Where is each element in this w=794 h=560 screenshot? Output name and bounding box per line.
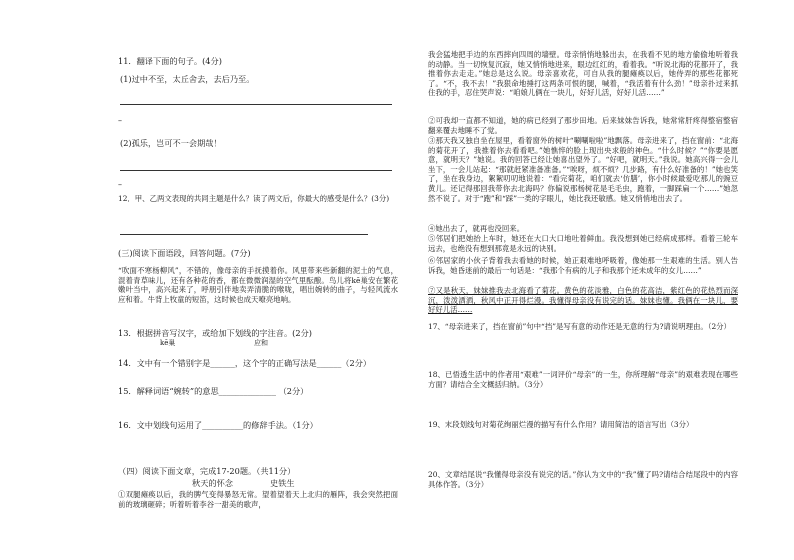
dash-mark: – [118,116,122,125]
question-13: 13．根据拼音写汉字，或给加下划线的字注音。(2分) [118,328,312,338]
question-18: 18、已悟透生活中的作者用“艰难”一词评价“母亲”的一生，你所理解“母亲”的艰难表现在哪些方面？请结合全文概括归纳。（3分） [428,370,738,389]
article-paragraph-1: ①双腿瘫痪以后，我的脾气变得暴怒无常。望着望着天上北归的雁阵，我会突然把面前的玻璃砸碎；听着听着李谷一甜美的歌声， [118,490,398,509]
article-paragraph-2: ②可我却一直都不知道，她的病已经到了那步田地。后来妹妹告诉我，她常常肝疼得整宿整宿翻来覆去地睡不了觉。 [428,116,738,135]
section-3-heading: (三)阅读下面语段，回答问题。(7分) [118,248,251,258]
article-title: 秋天的怀念 [192,478,233,488]
answer-line [120,104,392,105]
question-11: 11．翻译下面的句子。(4分) [118,56,222,66]
article-paragraph-5: ⑤邻居们把她抬上车时，她还在大口大口地吐着鲜血。我没想到她已经病成那样。看着三轮车远去，也绝没有想到那竟是永远的诀别。 [428,234,738,253]
article-paragraph-6: ⑥邻居家的小伙子背着我去看她的时候，她正艰难地呼吸着，像她那一生艰难的生活。别人告诉我，她昏迷前的最后一句话是：“我那个有病的儿子和我那个还未成年的女儿……” [428,256,738,275]
article-paragraph-3: ③那天我又独自坐在屋里，看着窗外的树叶“唰唰啦啦”地飘落。母亲进来了，挡在窗前：“北海的菊花开了，我推着你去看看吧。”她憔悴的脸上现出央求般的神色。“什么时候？”“你要是愿意，就明天？”她说。我的回答已经让她喜出望外了。“好吧，就明天。”我说。她高兴得一会儿坐下，一会儿站起：“那就赶紧准备准备。”“唉呀，烦不烦？几步路，有什么好准备的！”她也笑了，坐在我身边，絮絮叨叨地说着：“看完菊花，咱们就去‘仿膳’，你小时候最爱吃那儿的豌豆黄儿。还记得那回我带你去北海吗？你偏说那杨树花是毛毛虫，跑着，一脚踩扁一个……”她忽然不说了。对于“跑”和“踩”一类的字眼儿，她比我还敏感。她又悄悄地出去了。 [428,136,738,203]
word-item: 应和 [254,339,268,347]
question-17: 17、“母亲进来了，挡在窗前”句中“挡”是写有意的动作还是无意的行为?请说明理由。（2分） [428,322,731,331]
pinyin-item: kē巢 [160,339,176,347]
article-author: 史铁生 [270,478,295,488]
article-paragraph-4: ④她出去了，就再也没回来。 [428,224,525,233]
article-paragraph-1-cont: 我会猛地把手边的东西摔向四周的墙壁。母亲悄悄地躲出去，在我看不见的地方偷偷地听着我的动静。当一切恢复沉寂，她又悄悄地进来，眼边红红的，看着我。“听说北海的花都开了，我推着你去走走。”她总是这么说。母亲喜欢花，可自从我的腿瘫痪以后，她侍弄的那些花都死了。“不，我不去！”我狠命地捶打这两条可恨的腿，喊着，“我活着有什么劲！”母亲扑过来抓住我的手，忍住哭声说：“咱娘儿俩在一块儿，好好儿活，好好儿活……” [428,50,738,98]
answer-line [120,170,392,171]
question-15: 15．解释词语“婉转”的意思______________ （2分） [118,386,309,396]
question-20: 20、文章结尾说“我懂得母亲没有说完的话。”你认为文中的“我”懂了吗?请结合结尾段中的内容具体作答。（3分） [428,470,738,489]
question-14: 14．文中有一个错别字是______，这个字的正确写法是______（2分） [118,358,372,368]
question-16: 16．文中划线句运用了__________的修辞手法。（1分） [118,420,318,430]
section-3-passage: “吹面不寒杨柳风”，不错的，像母亲的手抚摸着你。风里带来些新翻的泥土的气息，混着青草味儿，还有各种花的香，都在微微润湿的空气里酝酿。鸟儿将kē巢安在繁花嫩叶当中，高兴起来了，呼朋引伴地卖弄清脆的喉咙，唱出婉转的曲子，与轻风流水应和着。牛背上牧童的短笛，这时候也成天嘹亮地响。 [118,266,398,304]
question-12: 12．甲、乙两文表现的共同主题是什么？读了两文后，你最大的感受是什么？(3分) [118,194,390,203]
article-paragraph-7: ⑦又是秋天，妹妹推我去北海看了菊花。黄色的花淡雅，白色的花高洁，紫红色的花热烈而深沉，泼泼洒洒，秋风中正开得烂漫。我懂得母亲没有说完的话。妹妹也懂。我俩在一块儿，要好好儿活…… [428,286,738,315]
question-11-2: (2)孤乐，岂可不一会期哉！ [120,138,222,148]
section-4-heading: （四）阅读下面文章，完成17-20题。（共11分） [118,466,296,476]
question-11-1: (1)过中不至，太丘舍去，去后乃至。 [120,74,255,84]
dash-mark: – [118,180,122,189]
answer-line [120,234,368,235]
question-19: 19、末段划线句对菊花绚丽烂漫的描写有什么作用？请用简洁的语言写出（3分） [428,420,694,429]
